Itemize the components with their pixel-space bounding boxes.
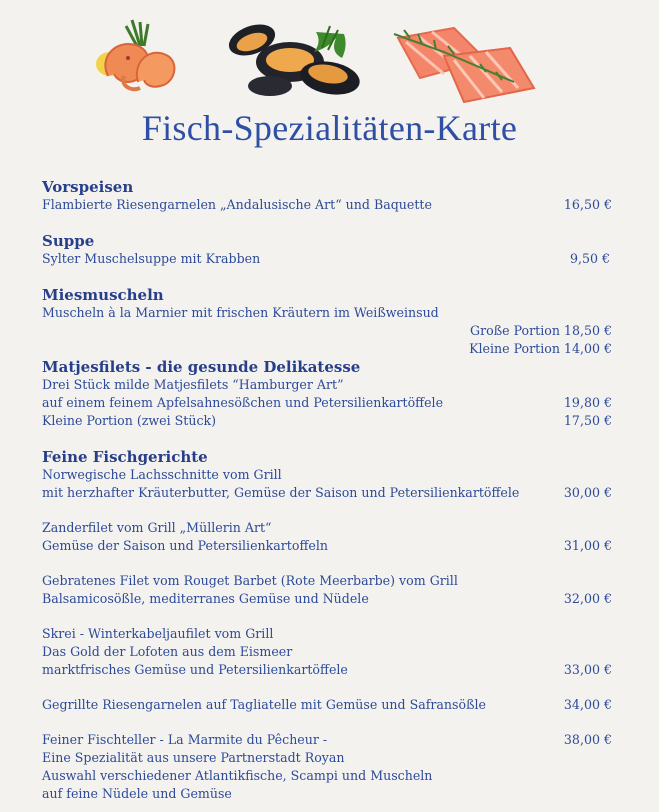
mussels-icon [218, 12, 368, 100]
item-text: auf einem feinem Apfelsahnesößchen und Petersilienkartöffele [42, 395, 444, 410]
item-price: 17,50 € [563, 413, 612, 428]
section-heading: Miesmuscheln [42, 286, 164, 304]
section-heading: Suppe [42, 232, 95, 250]
item-price: 16,50 € [563, 197, 612, 212]
item-price: 34,00 € [563, 697, 612, 712]
menu-item: Drei Stück milde Matjesfilets “Hamburger Art” [42, 377, 344, 392]
item-text: Sylter Muschelsuppe mit Krabben [42, 251, 261, 266]
menu-item [42, 196, 616, 214]
menu-item [42, 696, 616, 714]
page-title: Fisch-Spezialitäten-Karte [141, 108, 518, 148]
section-heading: Vorspeisen [42, 178, 134, 196]
menu-list [42, 178, 616, 803]
item-text: Kleine Portion (zwei Stück) [42, 413, 217, 428]
item-text: Gemüse der Saison und Petersilienkartoffeln [42, 538, 328, 553]
shrimp-icon [88, 16, 184, 96]
item-text: Feiner Fischteller - La Marmite du Pêcheur - [42, 732, 328, 747]
menu-item: Norwegische Lachsschnitte vom Grill [42, 467, 282, 482]
section-suppe [42, 232, 616, 268]
menu-item [42, 661, 616, 679]
item-price: 33,00 € [563, 662, 612, 677]
menu-item [42, 484, 616, 502]
menu-item: Gebratenes Filet vom Rouget Barbet (Rote Meerbarbe) vom Grill [42, 573, 458, 588]
portion-option: Große Portion 18,50 € [470, 323, 612, 338]
salmon-icon [384, 12, 540, 110]
item-price: 30,00 € [563, 485, 612, 500]
menu-item: Das Gold der Lofoten aus dem Eismeer [42, 644, 293, 659]
menu-item [42, 537, 616, 555]
menu-item: Eine Spezialität aus unsere Partnerstadt Royan [42, 750, 345, 765]
item-text: Gegrillte Riesengarnelen auf Tagliatelle mit Gemüse und Safransößle [42, 697, 486, 712]
item-text: mit herzhafter Kräuterbutter, Gemüse der Saison und Petersilienkartöffele [42, 485, 520, 500]
menu-item [42, 412, 616, 430]
menu-item: Skrei - Winterkabeljaufilet vom Grill [42, 626, 274, 641]
menu-item: Muscheln à la Marnier mit frischen Kräutern im Weißweinsud [42, 305, 439, 320]
section-matjes [42, 358, 616, 430]
menu-item [42, 590, 616, 608]
item-price: 38,00 € [563, 732, 612, 747]
menu-item [42, 250, 616, 268]
portion-option: Kleine Portion 14,00 € [469, 341, 612, 356]
menu-item [42, 731, 616, 749]
section-heading: Feine Fischgerichte [42, 448, 208, 466]
item-text: marktfrisches Gemüse und Petersilienkartöffele [42, 662, 348, 677]
item-price: 9,50 € [569, 251, 610, 266]
menu-item: Auswahl verschiedener Atlantikfische, Scampi und Muscheln [42, 768, 433, 783]
section-miesmuscheln [42, 286, 616, 358]
menu-item: auf feine Nüdele und Gemüse [42, 786, 232, 801]
item-text: Balsamicosößle, mediterranes Gemüse und Nüdele [42, 591, 369, 606]
section-vorspeisen [42, 178, 616, 214]
item-price: 32,00 € [563, 591, 612, 606]
menu-item: Zanderfilet vom Grill „Müllerin Art“ [42, 520, 272, 535]
item-text: Flambierte Riesengarnelen „Andalusische Art“ und Baquette [42, 197, 432, 212]
section-heading: Matjesfilets - die gesunde Delikatesse [42, 358, 361, 376]
item-price: 19,80 € [563, 395, 612, 410]
section-fischgerichte [42, 448, 616, 803]
menu-item [42, 394, 616, 412]
item-price: 31,00 € [563, 538, 612, 553]
